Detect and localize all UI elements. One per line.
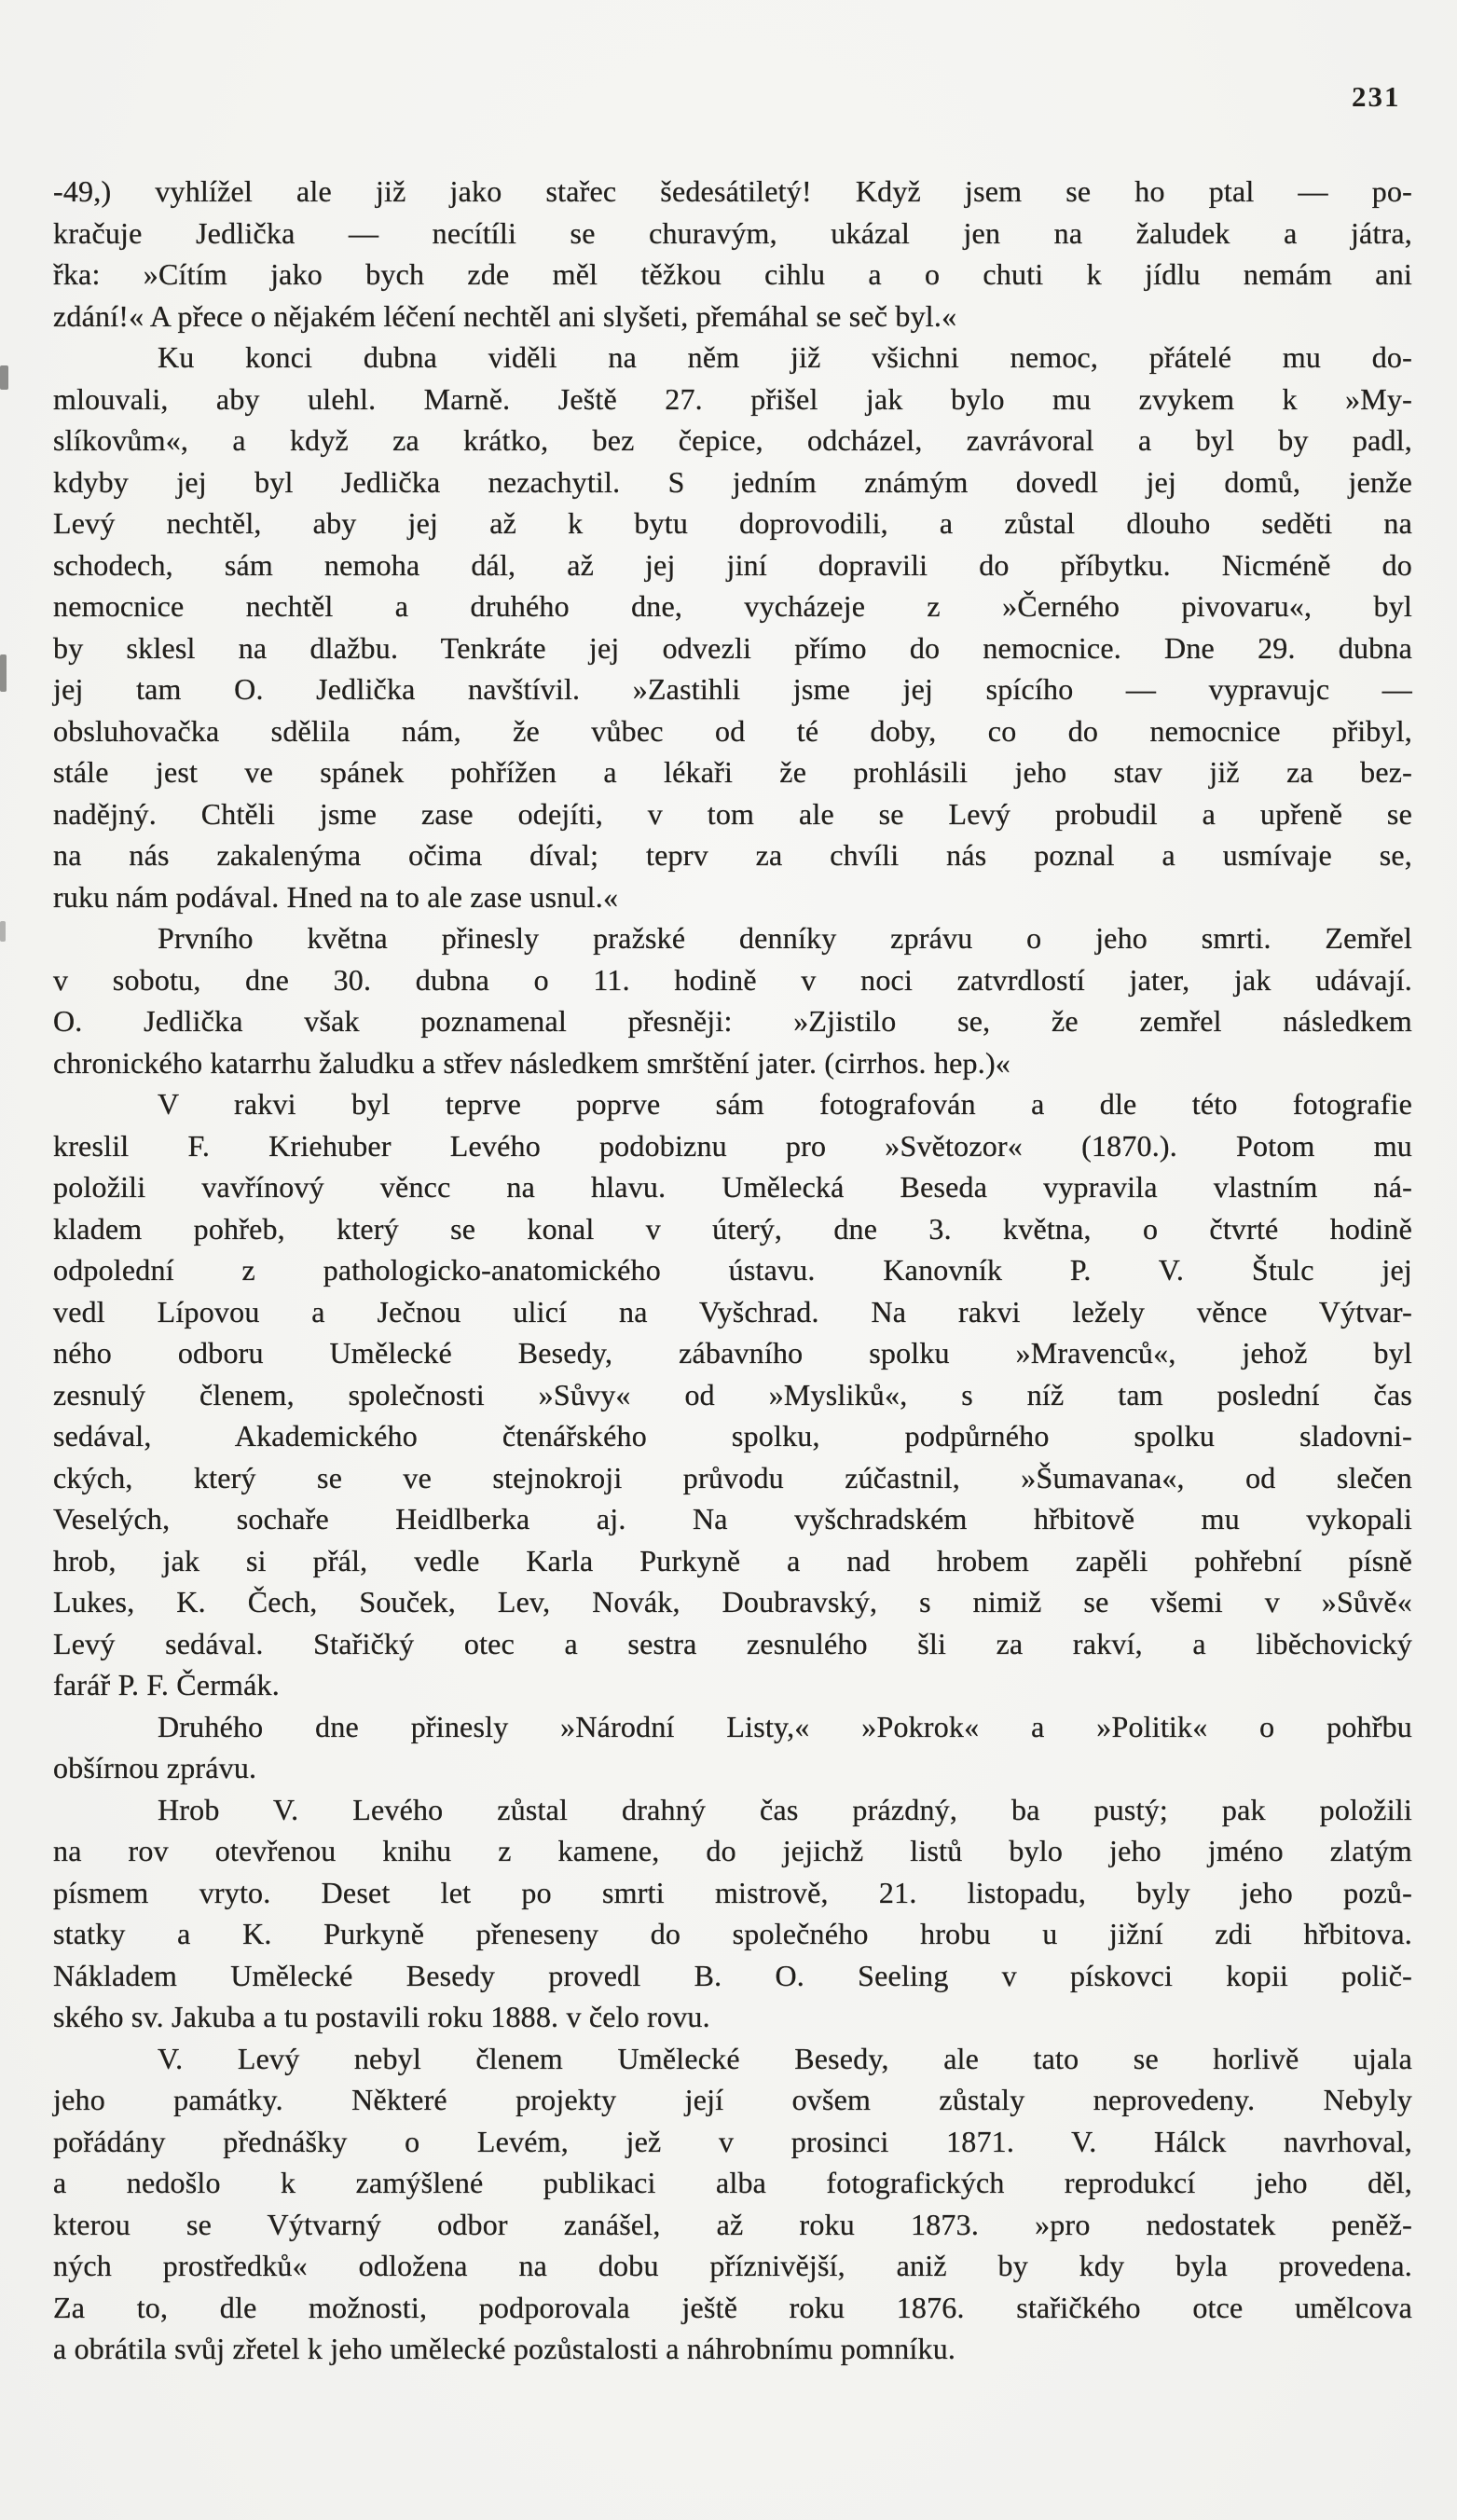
scan-artifact (0, 921, 6, 942)
text-line: V. Levý nebyl členem Umělecké Besedy, ale tato se horlivě ujala (158, 2041, 1412, 2075)
text-line: ného odboru Umělecké Besedy, zábavního spolku »Mravenců«, jehož byl (53, 1336, 1412, 1370)
text-line: Hrob V. Levého zůstal drahný čas prázdný, ba pustý; pak položili (158, 1792, 1412, 1826)
text-line: obsluhovačka sdělila nám, že vůbec od té doby, co do nemocnice přibyl, (53, 713, 1412, 748)
page-number: 231 (1352, 80, 1401, 113)
text-line: hrob, jak si přál, vedle Karla Purkyně a nad hrobem zapěli pohřební písně (53, 1543, 1412, 1577)
body-text (53, 171, 1412, 2370)
text-line: Za to, dle možnosti, podporovala ještě roku 1876. stařičkého otce umělcova (53, 2290, 1412, 2324)
text-line: schodech, sám nemoha dál, až jej jiní dopravili do příbytku. Nicméně do (53, 547, 1412, 582)
paragraph (53, 337, 1412, 917)
scan-artifact (0, 654, 7, 692)
text-line: Nákladem Umělecké Besedy provedl B. O. Seeling v pískovci kopii polič- (53, 1958, 1412, 1992)
text-line: a nedošlo k zamýšlené publikaci alba fotografických reprodukcí jeho děl, (53, 2166, 1412, 2199)
text-line: v sobotu, dne 30. dubna o 11. hodině v noci zatvrdlostí jater, jak udávají. (53, 962, 1412, 997)
text-line: farář P. F. Čermák. (53, 1668, 280, 1701)
text-line: Ku konci dubna viděli na něm již všichni nemoc, přátelé mu do- (158, 340, 1412, 374)
paragraph (53, 1706, 1412, 1789)
paragraph (53, 2038, 1412, 2370)
text-line: zesnulý členem, společnosti »Sůvy« od »Mysliků«, s níž tam poslední čas (53, 1377, 1412, 1411)
paragraph (53, 1789, 1412, 2038)
text-line: by sklesl na dlažbu. Tenkráte jej odvezli přímo do nemocnice. Dne 29. dubna (53, 630, 1412, 665)
text-line: kterou se Výtvarný odbor zanášel, až roku 1873. »pro nedostatek peněž- (53, 2207, 1412, 2241)
text-line: vedl Lípovou a Ječnou ulicí na Vyšchrad. Na rakvi ležely věnce Výtvar- (53, 1294, 1412, 1329)
scan-artifact (0, 365, 8, 390)
text-line: Levý nechtěl, aby jej až k bytu doprovodili, a zůstal dlouho seděti na (53, 506, 1412, 540)
text-line: Veselých, sochaře Heidlberka aj. Na vyšchradském hřbitově mu vykopali (53, 1502, 1412, 1535)
text-line: kdyby jej byl Jedlička nezachytil. S jedním známým dovedl jej domů, jenže (53, 464, 1412, 499)
paragraph (53, 917, 1412, 1083)
text-line: -49,) vyhlížel ale již jako stařec šedesátiletý! Když jsem se ho ptal — po- (53, 174, 1412, 208)
text-line: Levý sedával. Stařičký otec a sestra zesnulého šli za rakví, a liběchovický (53, 1626, 1412, 1660)
text-line: Prvního května přinesly pražské denníky zprávu o jeho smrti. Zemřel (158, 921, 1412, 955)
text-line: sedával, Akademického čtenářského spolku, podpůrného spolku sladovni- (53, 1419, 1412, 1453)
text-line: Lukes, K. Čech, Souček, Lev, Novák, Doubravský, s nimiž se všemi v »Sůvě« (53, 1585, 1412, 1618)
text-line: jeho památky. Některé projekty její ovšem zůstaly neprovedeny. Nebyly (53, 2083, 1412, 2116)
text-line: slíkovům«, a když za krátko, bez čepice, odcházel, zavrávoral a byl by padl, (53, 423, 1412, 457)
text-line: ných prostředků« odložena na dobu příznivější, aniž by kdy byla provedena. (53, 2249, 1412, 2282)
text-line: odpolední z pathologicko-anatomického ústavu. Kanovník P. V. Štulc jej (53, 1253, 1412, 1287)
text-line: Druhého dne přinesly »Národní Listy,« »Pokrok« a »Politik« o pohřbu (158, 1709, 1412, 1743)
text-line: na rov otevřenou knihu z kamene, do jejichž listů bylo jeho jméno zlatým (53, 1834, 1412, 1867)
text-line: nadějný. Chtěli jsme zase odejíti, v tom ale se Levý probudil a upřeně se (53, 796, 1412, 831)
text-line: kladem pohřeb, který se konal v úterý, dne 3. května, o čtvrté hodině (53, 1211, 1412, 1246)
text-line: statky a K. Purkyně přeneseny do společného hrobu u jižní zdi hřbitova. (53, 1917, 1412, 1950)
text-line: kračuje Jedlička — necítíli se churavým, ukázal jen na žaludek a játra, (53, 215, 1412, 250)
text-line: V rakvi byl teprve poprve sám fotografován a dle této fotografie (158, 1087, 1412, 1121)
paragraph (53, 171, 1412, 337)
text-line: řka: »Cítím jako bych zde měl těžkou cihlu a o chuti k jídlu nemám ani (53, 257, 1412, 291)
text-line: ckých, který se ve stejnokroji průvodu zúčastnil, »Šumavana«, od slečen (53, 1460, 1412, 1494)
text-line: obšírnou zprávu. (53, 1751, 257, 1784)
paragraph (53, 1083, 1412, 1706)
text-line: pořádány přednášky o Levém, jež v prosinci 1871. V. Hálck navrhoval, (53, 2124, 1412, 2158)
text-line: ského sv. Jakuba a tu postavili roku 1888. v čelo rovu. (53, 2000, 710, 2033)
text-line: položili vavřínový věncc na hlavu. Umělecká Beseda vypravila vlastním ná- (53, 1170, 1412, 1204)
text-line: nemocnice nechtěl a druhého dne, vycházeje z »Černého pivovaru«, byl (53, 589, 1412, 623)
text-line: O. Jedlička však poznamenal přesněji: »Zjistilo se, že zemřel následkem (53, 1004, 1412, 1038)
text-line: mlouvali, aby ulehl. Marně. Ještě 27. přišel jak bylo mu zvykem k »My- (53, 381, 1412, 416)
text-line: chronického katarrhu žaludku a střev následkem smrštění jater. (cirrhos. hep.)« (53, 1045, 1011, 1080)
text-line: zdání!« A přece o nějakém léčení nechtěl ani slyšeti, přemáhal se seč byl.« (53, 298, 957, 333)
text-line: ruku nám podával. Hned na to ale zase usnul.« (53, 879, 619, 914)
text-line: jej tam O. Jedlička navštívil. »Zastihli jsme jej spícího — vypravujc — (53, 672, 1412, 706)
text-line: a obrátila svůj zřetel k jeho umělecké pozůstalosti a náhrobnímu pomníku. (53, 2332, 956, 2365)
text-line: na nás zakalenýma očima díval; teprv za chvíli nás poznal a usmívaje se, (53, 838, 1412, 872)
text-line: písmem vryto. Deset let po smrti mistrově, 21. listopadu, byly jeho pozů- (53, 1875, 1412, 1909)
text-line: stále jest ve spánek pohřížen a lékaři že prohlásili jeho stav již za bez- (53, 755, 1412, 789)
text-line: kreslil F. Kriehuber Levého podobiznu pro »Světozor« (1870.). Potom mu (53, 1128, 1412, 1163)
